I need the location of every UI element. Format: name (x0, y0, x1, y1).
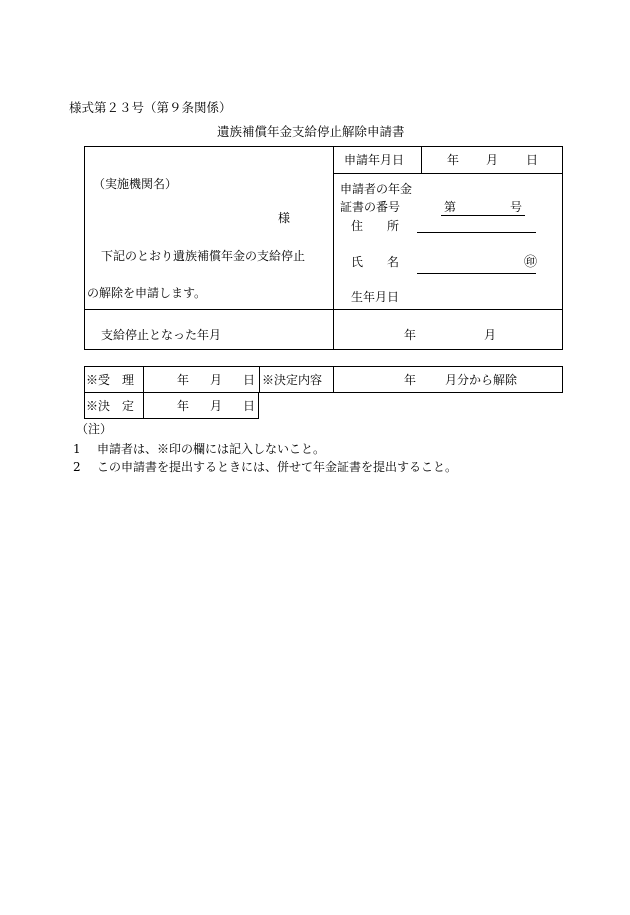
application-month: 月 (486, 153, 499, 167)
table-divider (421, 146, 422, 173)
certificate-label-1: 申請者の年金 (340, 182, 413, 196)
receipt-label: ※受 理 (86, 373, 135, 387)
receipt-month: 月 (210, 373, 223, 387)
birthdate-label: 生年月日 (351, 290, 400, 304)
table-divider (333, 173, 563, 174)
application-date-label: 申請年月日 (344, 153, 405, 167)
certificate-go: 号 (510, 200, 523, 214)
address-label: 住 所 (351, 219, 400, 233)
body-text-line2: の解除を申請します。 (87, 286, 207, 300)
form-title: 遺族補償年金支給停止解除申請書 (217, 124, 405, 139)
notes-heading: （注） (76, 422, 113, 436)
table-divider (333, 146, 334, 350)
decision-content-label: ※決定内容 (262, 373, 323, 387)
receipt-year: 年 (177, 373, 190, 387)
certificate-dai: 第 (444, 200, 457, 214)
release-text: 月分から解除 (445, 373, 518, 387)
note-number-2: 2 (73, 460, 81, 474)
note-text-1: 申請者は、※印の欄には記入しないこと。 (97, 442, 326, 456)
suspension-year: 年 (404, 328, 417, 342)
body-text-line1: 下記のとおり遺族補償年金の支給停止 (101, 249, 306, 263)
suspension-month: 月 (484, 328, 497, 342)
address-field-line (417, 232, 536, 233)
agency-label: （実施機関名） (93, 177, 178, 191)
note-text-2: この申請書を提出するときには、併せて年金証書を提出すること。 (97, 460, 458, 474)
suspension-label: 支給停止となった年月 (101, 328, 222, 342)
note-number-1: 1 (73, 442, 81, 456)
honorific: 様 (278, 211, 291, 225)
seal-mark: ㊞ (524, 255, 538, 270)
office-divider (333, 366, 334, 393)
decision-day: 日 (243, 399, 256, 413)
table-divider (84, 309, 563, 310)
office-divider (143, 366, 144, 419)
certificate-underline (441, 215, 525, 216)
application-year: 年 (447, 153, 460, 167)
decision-month: 月 (210, 399, 223, 413)
decision-year: 年 (177, 399, 190, 413)
receipt-day: 日 (243, 373, 256, 387)
name-label: 氏 名 (351, 255, 400, 269)
office-divider (259, 366, 260, 393)
form-number: 様式第２３号（第９条関係） (69, 100, 232, 115)
certificate-label-2: 証書の番号 (340, 200, 401, 214)
decision-label: ※決 定 (86, 399, 135, 413)
release-year: 年 (404, 373, 417, 387)
name-field-line (417, 273, 536, 274)
application-day: 日 (526, 153, 539, 167)
